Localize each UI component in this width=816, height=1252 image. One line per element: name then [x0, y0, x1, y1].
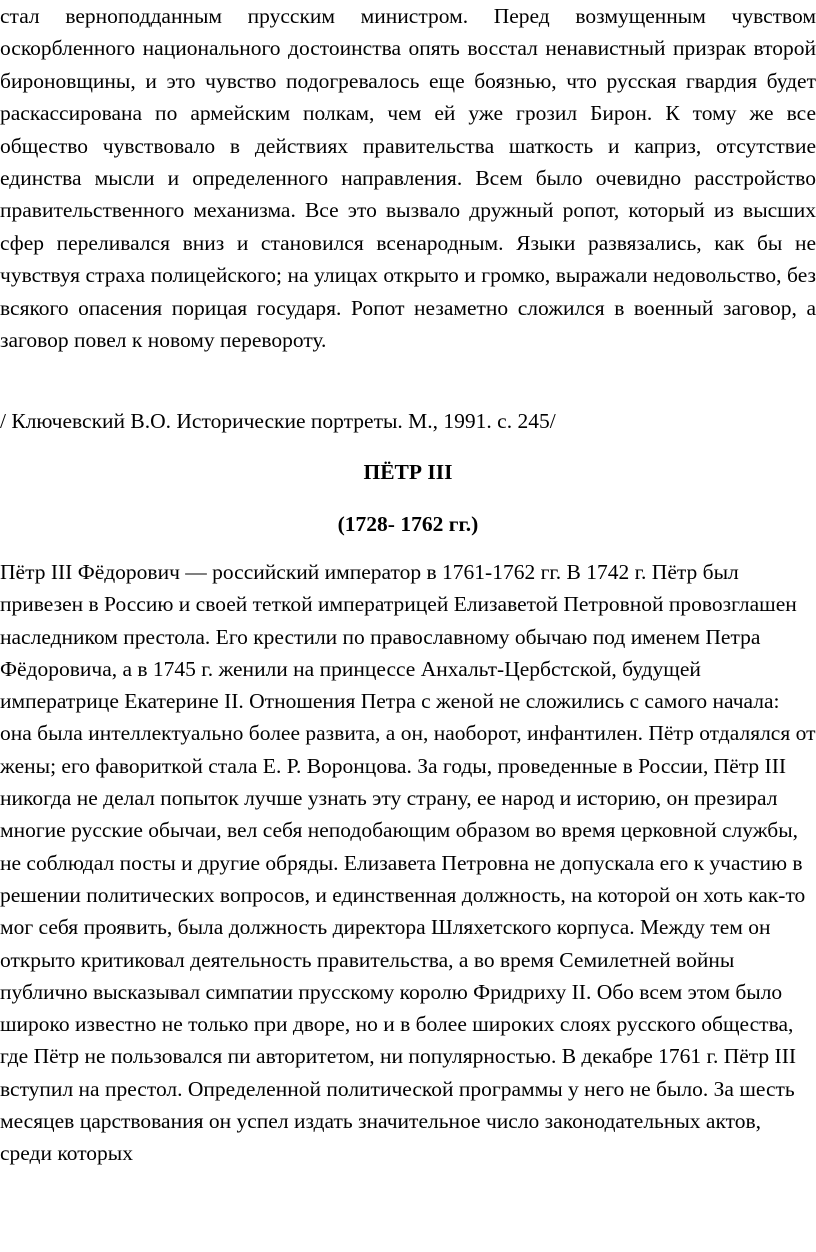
citation: / Ключевский В.О. Исторические портреты. М., 1991. с. 245/	[0, 409, 556, 433]
section-years: (1728- 1762 гг.)	[337, 512, 479, 536]
paragraph-klyuchevsky-excerpt: стал верноподданным прусским министром. Перед возмущенным чувством оскорбленного национального достоинства опять восстал ненавистный призрак второй бироновщины, и это чувство подогревалось еще боязнью, что русская гвардия будет раскассирована по армейским полкам, чем ей уже грозил Бирон. К тому же все общество чувствовало в действиях правительства шаткость и каприз, отсутствие единства мысли и определенного направления. Всем было очевидно расстройство правительственного механизма. Все это вызвало дружный ропот, который из высших сфер переливался вниз и становился всенародным. Языки развязались, как бы не чувствуя страха полицейского; на улицах открыто и громко, выражали недовольство, без всякого опасения порицая государя. Ропот незаметно сложился в военный заговор, а заговор повел к новому перевороту.	[0, 4, 816, 353]
section-title: ПЁТР III	[363, 460, 453, 484]
paragraph-peter-iii-biography: Пётр III Фёдорович — российский император в 1761-1762 гг. В 1742 г. Пётр был привезен в Россию и своей теткой императрицей Елизаветой Петровной провозглашен наследником престола. Его крестили по православному обычаю под именем Петра Фёдоровича, а в 1745 г. женили на принцессе Анхальт-Цербстской, будущей императрице Екатерине II. Отношения Петра с женой не сложились с самого начала: она была интеллектуально более развита, а он, наоборот, инфантилен. Пётр отдалялся от жены; его фавориткой стала Е. Р. Воронцова. За годы, проведенные в России, Пётр III никогда не делал попыток лучше узнать эту страну, ее народ и историю, он презирал многие русские обычаи, вел себя неподобающим образом во время церковной службы, не соблюдал посты и другие обряды. Елизавета Петровна не допускала его к участию в решении политических вопросов, и единственная должность, на которой он хоть как-то мог себя проявить, была должность директора Шляхетского корпуса. Между тем он открыто критиковал деятельность правительства, а во время Семилетней войны публично высказывал симпатии прусскому королю Фридриху II. Обо всем этом было широко известно не только при дворе, но и в более широких слоях русского общества, где Пётр не пользовался пи авторитетом, ни популярностью. В декабре 1761 г. Пётр III вступил на престол. Определенной политической программы у него не было. За шесть месяцев царствования он успел издать значительное число законодательных актов, среди которых	[0, 560, 816, 1166]
